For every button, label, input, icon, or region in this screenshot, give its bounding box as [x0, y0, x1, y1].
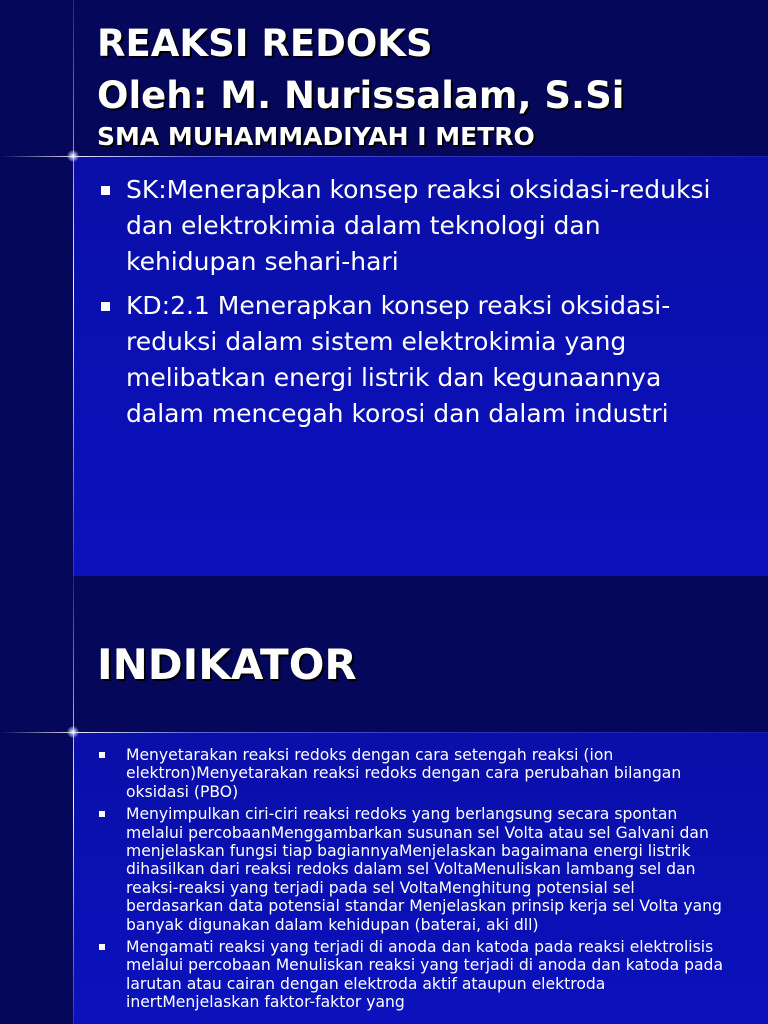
- bullet-square-icon: [101, 302, 110, 311]
- competency-list: [97, 172, 737, 440]
- list-item: [97, 172, 737, 280]
- list-item: [97, 805, 737, 934]
- indicator-list: [97, 746, 737, 1016]
- vertical-divider-line: [73, 0, 74, 576]
- bullet-text: Menyetarakan reaksi redoks dengan cara setengah reaksi (ion elektron)Menyetarakan reaksi redoks dengan cara perubahan bilangan oksidasi (PBO): [126, 746, 682, 801]
- author-line: Oleh: M. Nurissalam, S.Si: [97, 74, 625, 117]
- horizontal-divider-line: [0, 156, 768, 157]
- vertical-divider-line: [73, 576, 74, 1024]
- slide-2: [0, 576, 768, 1024]
- school-name: SMA MUHAMMADIYAH I METRO: [97, 122, 535, 151]
- bullet-text: Menyimpulkan ciri-ciri reaksi redoks yang berlangsung secara spontan melalui percobaanMenggambarkan susunan sel Volta atau sel Galvani dan menjelaskan fungsi tiap bagiannyaMenjelaskan bagaimana energi listrik dihasilkan dari reaksi redoks dalam sel VoltaMenuliskan lambang sel dan reaksi-reaksi yang terjadi pada sel VoltaMenghitung potensial sel berdasarkan data potensial standar Menjelaskan prinsip kerja sel Volta yang banyak digunakan dalam kehidupan (baterai, aki dll): [126, 805, 722, 934]
- list-item: [97, 746, 737, 801]
- horizontal-divider-line: [0, 732, 768, 733]
- bullet-square-icon: [99, 811, 105, 817]
- slide-title: INDIKATOR: [97, 640, 357, 689]
- bullet-text: Mengamati reaksi yang terjadi di anoda dan katoda pada reaksi elektrolisis melalui percobaan Menuliskan reaksi yang terjadi di anoda dan katoda pada larutan atau cairan dengan elektroda aktif ataupun elektroda inertMenjelaskan faktor-faktor yang: [126, 938, 723, 1012]
- bullet-text: KD:2.1 Menerapkan konsep reaksi oksidasi-reduksi dalam sistem elektrokimia yang melibatkan energi listrik dan kegunaannya dalam mencegah korosi dan dalam industri: [126, 291, 671, 428]
- list-item: [97, 288, 737, 432]
- list-item: [97, 938, 737, 1012]
- sparkle-decoration: [67, 150, 79, 162]
- sparkle-decoration: [67, 726, 79, 738]
- bullet-square-icon: [99, 752, 105, 758]
- bullet-text: SK:Menerapkan konsep reaksi oksidasi-reduksi dan elektrokimia dalam teknologi dan kehidupan sehari-hari: [126, 175, 711, 276]
- bullet-square-icon: [99, 944, 105, 950]
- bullet-square-icon: [101, 186, 110, 195]
- slide-title: REAKSI REDOKS: [97, 22, 433, 65]
